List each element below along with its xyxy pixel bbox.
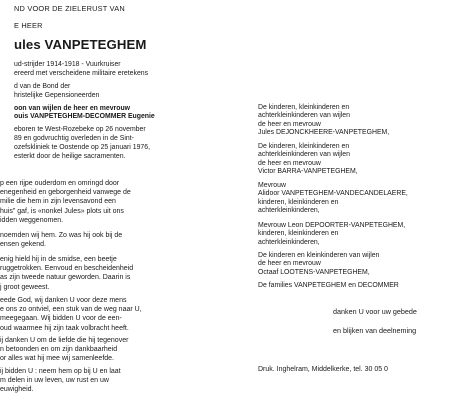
family-line: kinderen, kleinkinderen en: [258, 230, 339, 238]
body-paragraph: [0, 231, 122, 249]
meta-line: esterkt door de heilige sacramenten.: [14, 153, 126, 160]
body-line: euwigheid.: [0, 386, 34, 394]
body-line: enig hield hij in de smidse, een beetje: [0, 256, 117, 263]
body-line: huis" gaf, is «nonkel Jules» plots uit ons: [0, 207, 124, 215]
meta-line: ouis VANPETEGHEM-DECOMMER Eugenie: [14, 113, 155, 120]
meta-line: hristelijke Gepensioneerden: [14, 92, 100, 99]
body-line: j groot geweest.: [0, 283, 50, 291]
family-line: De kinderen, kleinkinderen en: [258, 143, 350, 150]
body-line: n betoonden en om zijn dankbaarheid: [0, 346, 118, 354]
body-paragraph: [0, 336, 128, 364]
deceased-name: ules VANPETEGHEM: [14, 37, 147, 52]
family-paragraph: [258, 104, 389, 138]
family-line: de heer en mevrouw: [258, 260, 321, 268]
body-line: as zijn tweede natuur geworden. Daarin is: [0, 274, 131, 282]
body-line: milie die hem in zijn levensavond een: [0, 198, 116, 206]
body-line: noemden wij hem. Zo was hij ook bij de: [0, 232, 123, 239]
family-line: Alidoor VANPETEGHEM-VANDECANDELAERE,: [258, 190, 408, 198]
family-line: achterkleinkinderen,: [258, 238, 320, 246]
header-line-2: E HEER: [14, 21, 43, 30]
body-paragraph: [0, 179, 131, 225]
family-line: Octaaf LOOTENS-VANPETEGHEM,: [258, 268, 370, 276]
family-paragraph: [258, 222, 405, 247]
family-line: De families VANPETEGHEM en DECOMMER: [258, 282, 399, 289]
printer-credit: Druk. Inghelram, Middelkerke, tel. 30 05 0: [258, 366, 388, 373]
family-line: achterkleinkinderen,: [258, 207, 320, 215]
family-line: de heer en mevrouw: [258, 159, 321, 167]
family-line: de heer en mevrouw: [258, 120, 321, 128]
family-paragraph: [258, 282, 399, 290]
family-line: Victor BARRA-VANPETEGHEM,: [258, 168, 358, 176]
header-line-1: ND VOOR DE ZIELERUST VAN: [14, 4, 125, 13]
meta-line: oon van wijlen de heer en mevrouw: [14, 105, 131, 112]
meta-line: ozefskliniek te Oostende op 25 januari 1976,: [14, 144, 150, 151]
meta-line: ud-strijder 1914-1918 - Vuurkruiser: [14, 61, 121, 68]
family-line: De kinderen, kleinkinderen en: [258, 104, 350, 111]
body-line: or alles wat hij mee wij samenleefde.: [0, 355, 114, 363]
body-line: ij danken U om de liefde die hij tegenover: [0, 337, 129, 344]
meta-line: ereerd met verscheidene militaire eretekens: [14, 70, 149, 77]
body-paragraph: [0, 367, 121, 395]
body-line: enegenheid en geborgenheid vanwege de: [0, 189, 131, 197]
body-line: m delen in uw leven, uw rust en uw: [0, 377, 109, 385]
family-line: Mevrouw: [258, 182, 286, 189]
family-paragraph: [258, 143, 358, 177]
body-line: p een rijpe ouderdom en omringd door: [0, 180, 120, 187]
body-paragraph: [0, 255, 133, 292]
body-line: ensen gekend.: [0, 241, 46, 249]
body-line: ruggetrokken. Eenvoud en bescheidenheid: [0, 265, 134, 273]
body-line: meegegaan. Wij bidden U voor de een-: [0, 315, 122, 323]
meta-line: d van de Bond der: [14, 83, 71, 90]
family-line: achterkleinkinderen van wijlen: [258, 112, 350, 120]
body-line: ij bidden U : neem hem op bij U en laat: [0, 368, 121, 375]
meta-line: eboren te West-Rozebeke op 26 november: [14, 126, 146, 133]
body-paragraph: [0, 296, 142, 333]
body-line: idden weggenomen.: [0, 216, 64, 224]
family-paragraph: [258, 252, 379, 277]
family-line: De kinderen en kleinkinderen van wijlen: [258, 252, 380, 259]
body-line: oud waarmee hij zijn taak volbracht heeft.: [0, 324, 129, 332]
family-line: Mevrouw Leon DEPOORTER-VANPETEGHEM,: [258, 222, 406, 229]
thanks-line-2: en blijken van deelneming: [333, 326, 417, 335]
thanks-line-1: danken U voor uw gebede: [333, 307, 417, 316]
meta-line: 89 en godvruchtig overleden in de Sint-: [14, 135, 134, 142]
family-line: Jules DEJONCKHEERE-VANPETEGHEM,: [258, 129, 390, 137]
family-line: kinderen, kleinkinderen en: [258, 198, 339, 206]
family-line: achterkleinkinderen van wijlen: [258, 151, 350, 159]
body-line: eede God, wij danken U voor deze mens: [0, 297, 127, 304]
family-paragraph: [258, 182, 408, 216]
right-column: [228, 0, 450, 400]
body-line: e ons zo ontviel, een stuk van de weg naar U,: [0, 306, 142, 314]
left-column: [0, 0, 222, 400]
